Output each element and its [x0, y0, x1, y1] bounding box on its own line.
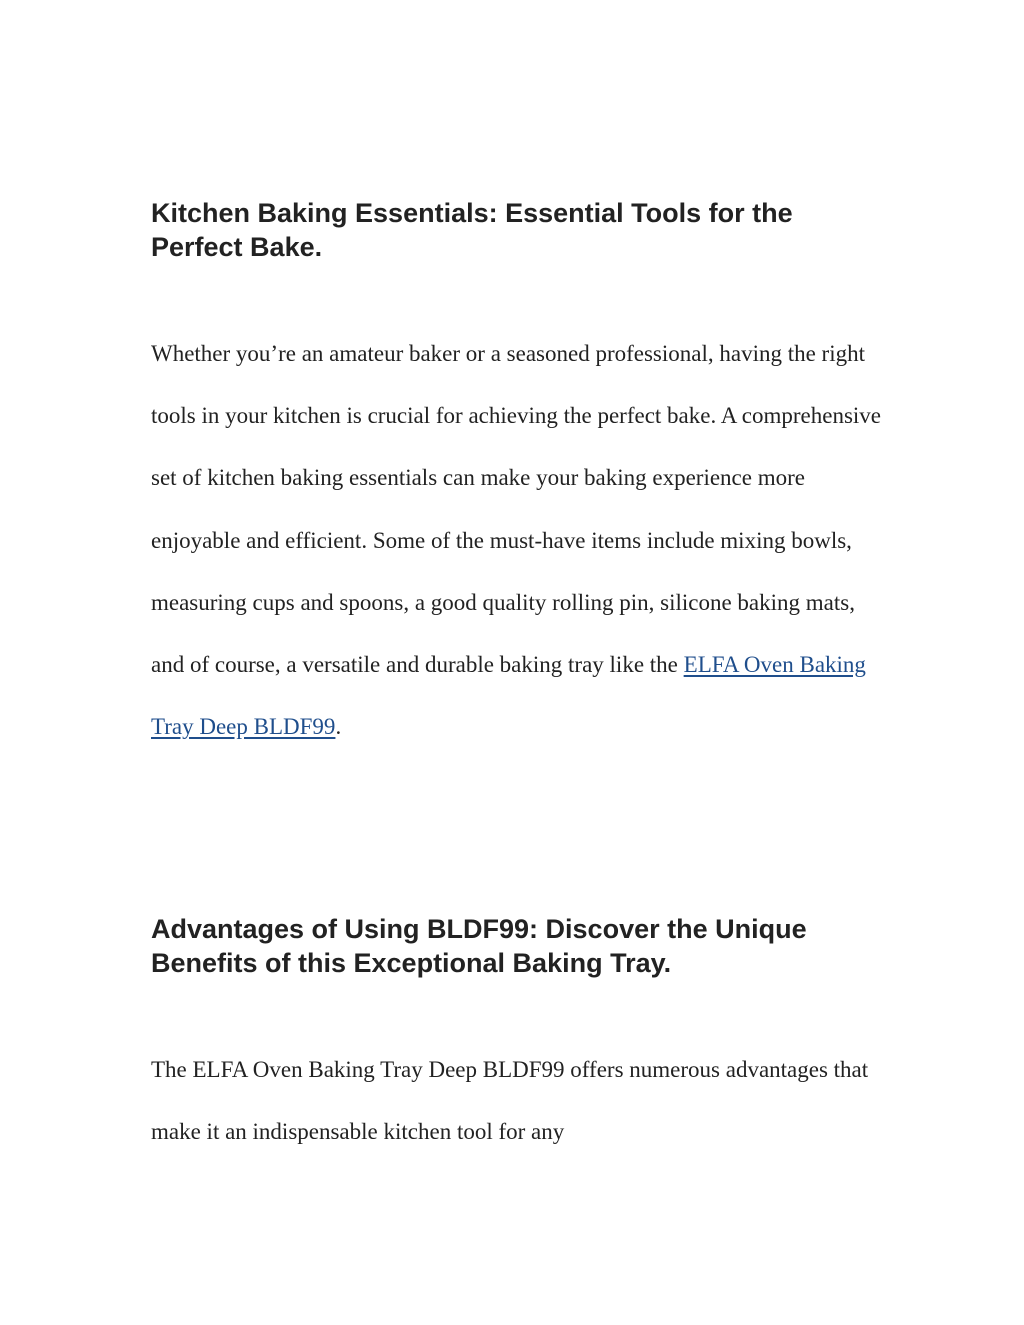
- elfa-tray-link[interactable]: ELFA Oven Baking Tray Deep BLDF99: [151, 652, 866, 740]
- section-heading-baking-essentials: Kitchen Baking Essentials: Essential Tools for the Perfect Bake.: [151, 198, 793, 262]
- paragraph-baking-essentials: [151, 323, 891, 758]
- section-heading-advantages: Advantages of Using BLDF99: Discover the Unique Benefits of this Exceptional Baking Tray.: [151, 914, 807, 978]
- paragraph-advantages: The ELFA Oven Baking Tray Deep BLDF99 offers numerous advantages that make it an indispensable kitchen tool for any: [151, 1057, 869, 1145]
- paragraph-text: Whether you’re an amateur baker or a seasoned professional, having the right tools in your kitchen is crucial for achieving the perfect bake. A comprehensive set of kitchen baking essentials can make your baking experience more enjoyable and efficient. Some of the must-have items include mixing bowls, measuring cups and spoons, a good quality rolling pin, silicone baking mats, and of course, a versatile and durable baking tray like the: [151, 341, 882, 678]
- paragraph-period: .: [335, 714, 342, 740]
